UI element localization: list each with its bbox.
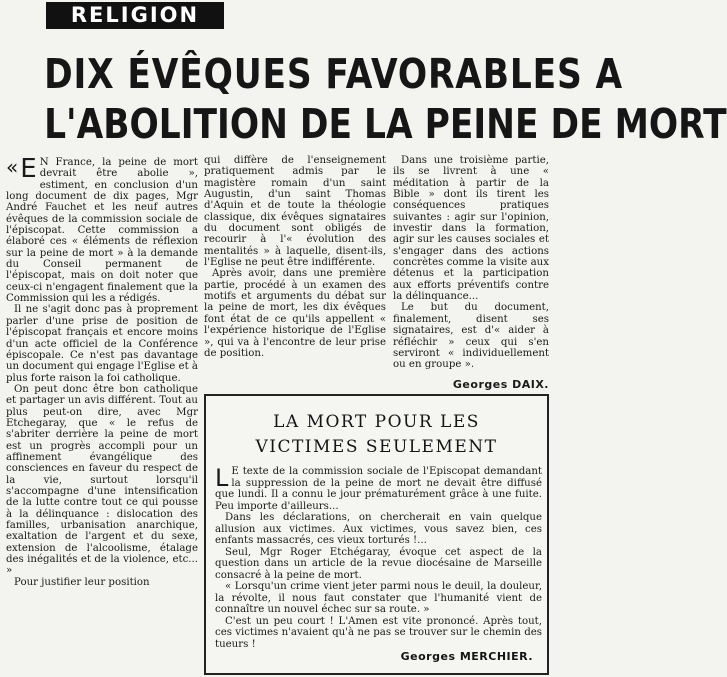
- sidebar-paragraph: E texte de la commission sociale de l'Episcopat demandant la suppression de la peine de mort ne devait être diffusé que lundi. Il a connu le jour prématurément grâce à une fuite. Peu importe d'ailleurs...: [215, 466, 542, 512]
- article-paragraph: qui diffère de l'enseignement pratiquement admis par le magistère romain d'un saint Augustin, d'un saint Thomas d'Aquin et de toute la théologie classique, dix évêques signataires du document sont obligés de recourir à l'« évolution des mentalités » à laquelle, disent-ils, l'Eglise ne peut être indifférente.: [204, 155, 386, 269]
- article-paragraph: N France, la peine de mort devrait être abolie », estiment, en conclusion d'un long document de dix pages, Mgr André Fauchet et les neuf autres évêques de la commission sociale de l'épiscopat. Cette commission a élaboré ces « éléments de réflexion sur la peine de mort » à la demande du Conseil permanent de l'épiscopat, mais on doit noter que ceux-ci n'engagent finalement que la Commission qui les a rédigés.: [6, 157, 198, 305]
- opening-quote-mark: «: [6, 155, 19, 179]
- sidebar-dropcap: L: [215, 464, 229, 492]
- article-dropcap: E: [20, 154, 37, 184]
- headline-line-2: L'ABOLITION DE LA PEINE DE MORT: [44, 100, 727, 148]
- section-rubric: RELIGION: [46, 2, 224, 29]
- article-paragraph: Pour justifier leur position: [14, 576, 150, 588]
- article-paragraph: On peut donc être bon catholique et partager un avis différent. Tout au plus peut-on dire, avec Mgr Etchegaray, que « le refus de s'abriter derrière la peine de mort est un progrès accompli pour un affinement évangélique des consciences en faveur du respect de la vie, surtout lorsqu'il s'accompagne d'une intensification de la lutte contre tout ce qui pousse à la délinquance : dislocation des familles, urbanisation anarchique, exaltation de l'argent et du sexe, extension de l'alcoolisme, étalage des inégalités et de la violence, etc... »: [6, 383, 198, 577]
- sidebar-body: [215, 466, 542, 650]
- sidebar-paragraph: C'est un peu court ! L'Amen est vite prononcé. Après tout, ces victimes n'avaient qu'à ne pas se trouver sur le chemin des tueurs !: [215, 615, 542, 650]
- sidebar-box: [204, 394, 549, 675]
- sidebar-paragraph: « Lorsqu'un crime vient jeter parmi nous le deuil, la douleur, la révolte, il nous faut constater que l'humanité vient de connaître un nouvel échec sur sa route. »: [215, 581, 542, 615]
- article-paragraph: Dans une troisième partie, ils se livrent à une « méditation à partir de la Bible » dont ils tirent les conséquences pratiques suivantes : agir sur l'opinion, investir dans la formation, agir sur les causes sociales et s'engager dans des actions concrètes comme la visite aux détenus et la participation aux efforts préventifs contre la délinquance...: [393, 155, 549, 303]
- article-signature: Georges DAIX.: [452, 377, 549, 391]
- sidebar-paragraph: Seul, Mgr Roger Etchégaray, évoque cet aspect de la question dans un article de la revue diocésaine de Marseille consacré à la peine de mort.: [215, 546, 542, 581]
- sidebar-title-line-1: LA MORT POUR LES: [273, 412, 480, 432]
- article-paragraph: Après avoir, dans une première partie, procédé à un examen des motifs et arguments du débat sur la peine de mort, les dix évêques font état de ce qu'ils appellent « l'expérience historique de l'Eglise », qui va à l'encontre de leur prise de position.: [204, 268, 386, 359]
- article-paragraph: Il ne s'agit donc pas à proprement parler d'une prise de position de l'épiscopat français et encore moins d'un acte officiel de la Conférence épiscopale. Ce n'est pas davantage un document qui engage l'Eglise et à plus forte raison la foi catholique.: [6, 304, 198, 384]
- sidebar-paragraph: Dans les déclarations, on chercherait en vain quelque allusion aux victimes. Aux victimes, vous savez bien, ces enfants massacrés, ces vieux torturés !...: [215, 512, 542, 546]
- sidebar-title-line-2: VICTIMES SEULEMENT: [255, 437, 498, 457]
- sidebar-signature: Georges MERCHIER.: [400, 650, 533, 663]
- article-column-2: [204, 155, 386, 359]
- article-paragraph: Le but du document, finalement, disent ses signataires, est d'« aider à réfléchir » ceux qui s'en serviront « individuellement ou en groupe ».: [393, 302, 549, 371]
- headline-line-1: DIX ÉVÊQUES FAVORABLES A: [44, 50, 624, 98]
- article-column-1: [6, 154, 198, 588]
- article-column-3: [393, 155, 549, 390]
